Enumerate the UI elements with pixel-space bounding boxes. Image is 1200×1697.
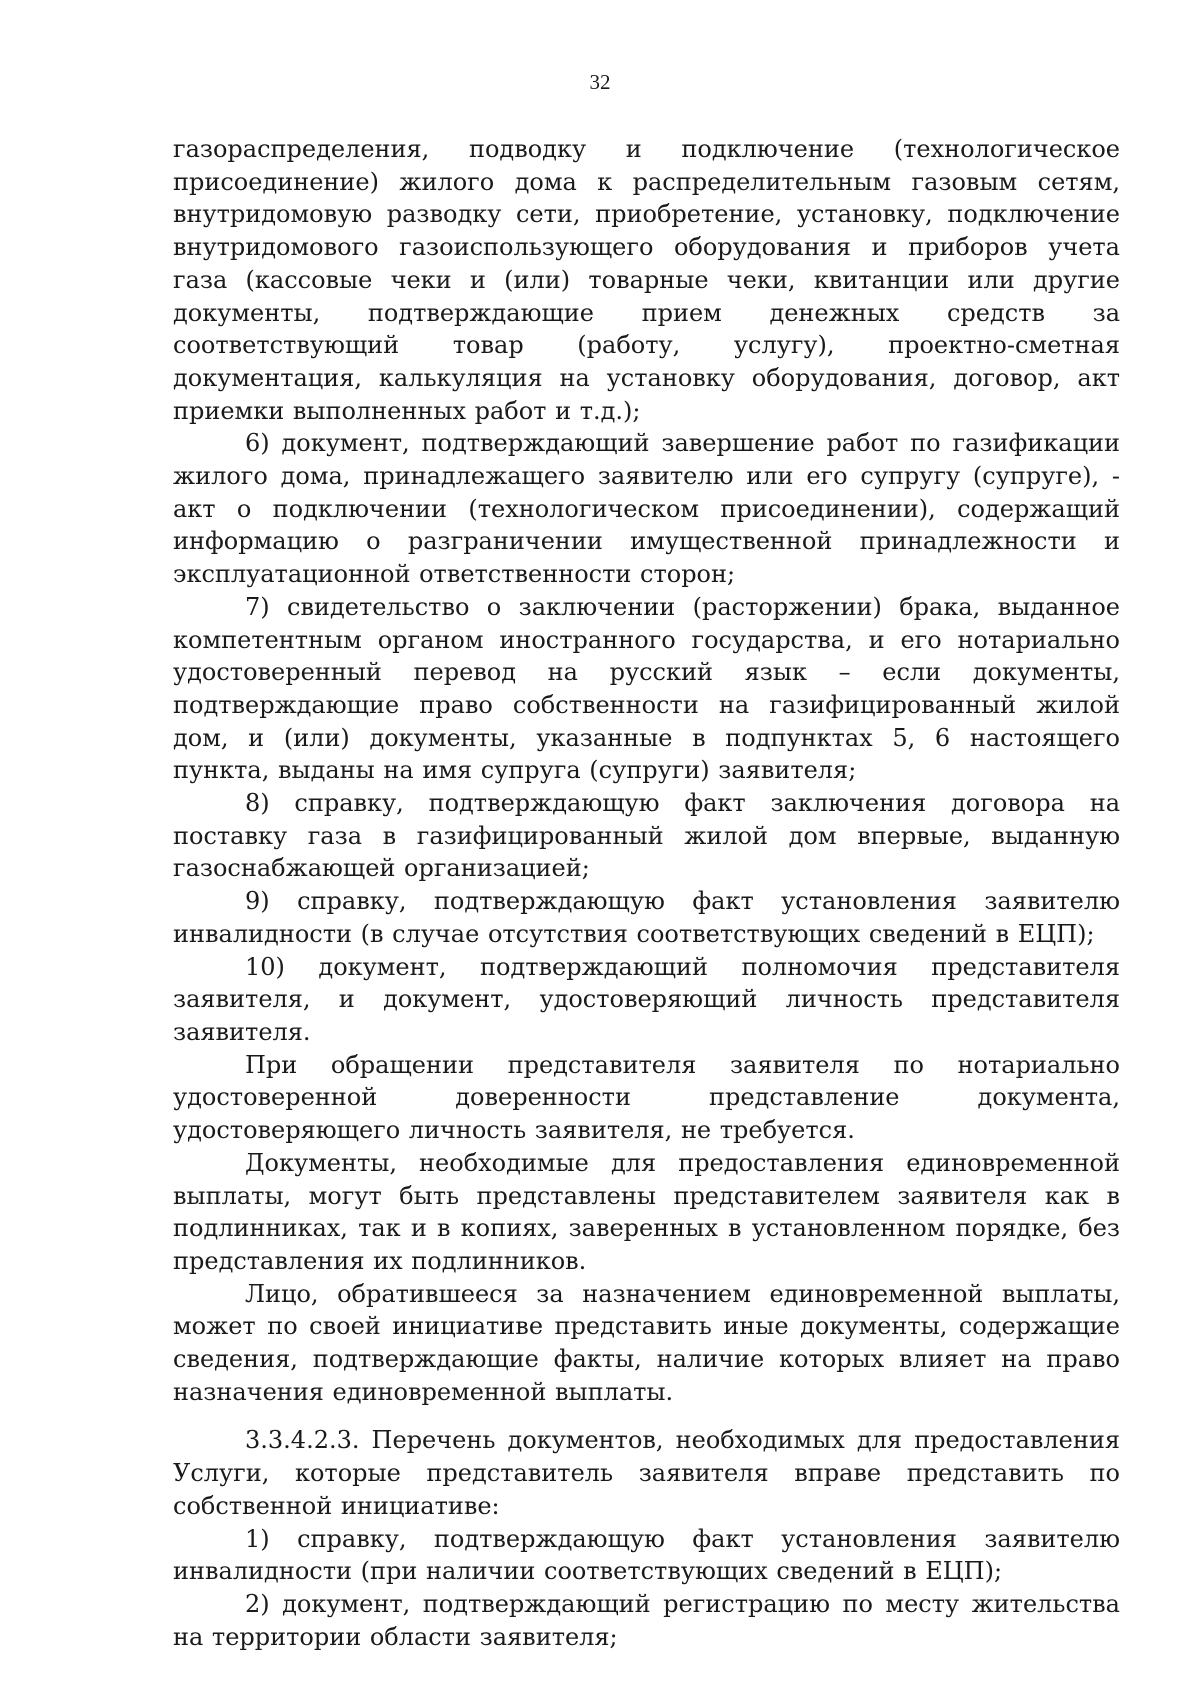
document-body [173, 133, 1120, 1653]
paragraph-item-7: 7) свидетельство о заключении (расторжении) брака, выданное компетентным органом иностранного государства, и его нотариально удостоверенный перевод на русский язык – если документы, подтверждающие право собственности на газифицированный жилой дом, и (или) документы, указанные в подпунктах 5, 6 настоящего пункта, выданы на имя супруга (супруги) заявителя; [173, 592, 1120, 785]
section-heading-3-3-4-2-3: 3.3.4.2.3. Перечень документов, необходимых для предоставления Услуги, которые представитель заявителя вправе представить по собственной инициативе: [173, 1426, 1120, 1520]
list-item-2: 2) документ, подтверждающий регистрацию по месту жительства на территории области заявителя; [173, 1589, 1120, 1651]
paragraph-item-9: 9) справку, подтверждающую факт установления заявителю инвалидности (в случае отсутствия соответствующих сведений в ЕЦП); [173, 887, 1120, 948]
list-item-1: 1) справку, подтверждающую факт установления заявителю инвалидности (при наличии соответствующих сведений в ЕЦП); [173, 1524, 1120, 1586]
page-number: 32 [589, 70, 611, 94]
paragraph-item-6: 6) документ, подтверждающий завершение работ по газификации жилого дома, принадлежащего заявителю или его супругу (супруге), - акт о подключении (технологическом присоединении), содержащий информацию о разграничении имущественной принадлежности и эксплуатационной ответственности сторон; [173, 429, 1120, 589]
paragraph-initiative: Лицо, обратившееся за назначением единовременной выплаты, может по своей инициативе представить иные документы, содержащие сведения, подтверждающие факты, наличие которых влияет на право назначения единовременной выплаты. [173, 1279, 1120, 1406]
paragraph-continuation: газораспределения, подводку и подключение (технологическое присоединение) жилого дома к распределительным газовым сетям, внутридомовую разводку сети, приобретение, установку, подключение внутридомового газоиспользующего оборудования и приборов учета газа (кассовые чеки и (или) товарные чеки, квитанции или другие документы, подтверждающие прием денежных средств за соответствующий товар (работу, услугу), проектно-сметная документация, калькуляция на установку оборудования, договор, акт приемки выполненных работ и т.д.); [173, 135, 1120, 425]
paragraph-documents: Документы, необходимые для предоставления единовременной выплаты, могут быть представлены представителем заявителя как в подлинниках, так и в копиях, заверенных в установленном порядке, без представления их подлинников. [173, 1148, 1120, 1275]
paragraph-item-10: 10) документ, подтверждающий полномочия представителя заявителя, и документ, удостоверяющий личность представителя заявителя. [173, 952, 1120, 1046]
paragraph-item-8: 8) справку, подтверждающую факт заключения договора на поставку газа в газифицированный жилой дом впервые, выданную газоснабжающей организацией; [173, 789, 1120, 883]
paragraph-representative: При обращении представителя заявителя по нотариально удостоверенной доверенности представление документа, удостоверяющего личность заявителя, не требуется. [173, 1050, 1120, 1145]
